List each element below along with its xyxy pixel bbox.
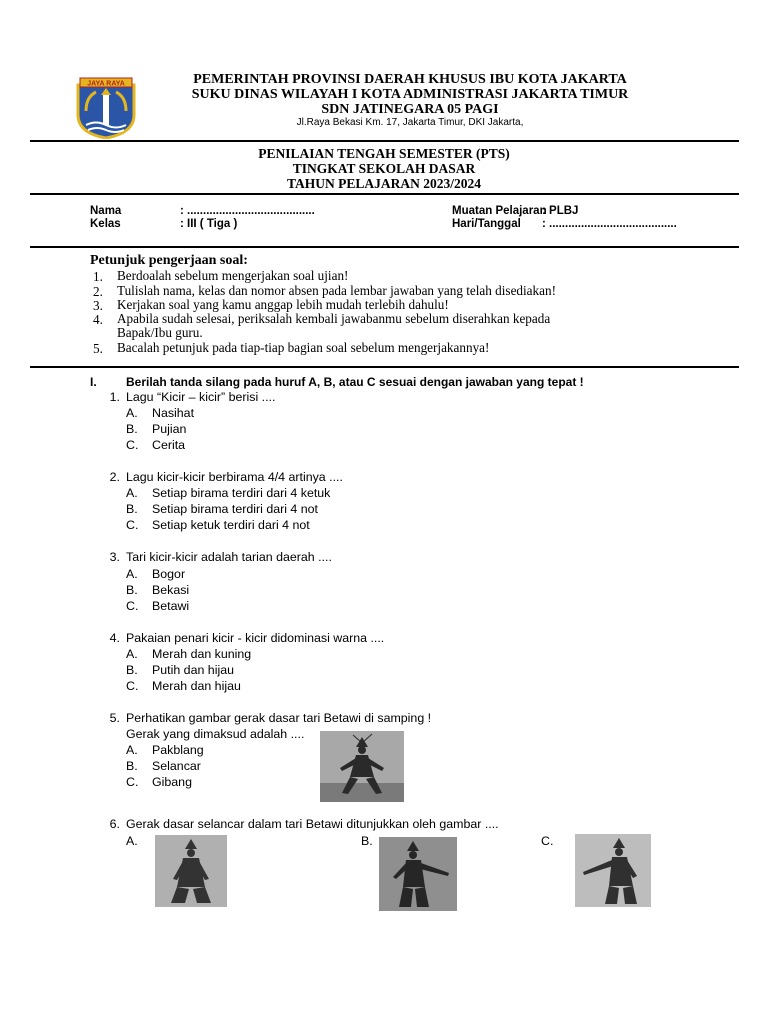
header-divider	[30, 140, 739, 142]
dancer-photo-option-b[interactable]	[379, 837, 457, 911]
question-number: 6.	[109, 817, 120, 831]
hari-tanggal-label: Hari/Tanggal	[452, 218, 521, 230]
option-letter[interactable]: B.	[361, 834, 373, 848]
option-text: Pakblang	[152, 743, 204, 757]
option-letter[interactable]: A.	[126, 406, 138, 420]
option-letter[interactable]: C.	[541, 834, 554, 848]
header-agency-name: SUKU DINAS WILAYAH I KOTA ADMINISTRASI JAKARTA TIMUR	[191, 87, 629, 102]
option-letter[interactable]: C.	[126, 518, 139, 532]
option-text: Setiap ketuk terdiri dari 4 not	[152, 518, 310, 532]
option-text: Betawi	[152, 599, 190, 613]
instruction-number: 2.	[93, 284, 103, 299]
question-number: 5.	[109, 711, 120, 725]
instruction-text: Apabila sudah selesai, periksalah kembali jawabanmu sebelum diserahkan kepada	[117, 311, 551, 326]
option-letter[interactable]: A.	[126, 567, 138, 581]
dancer-photo-option-c[interactable]	[575, 834, 651, 907]
instruction-number: 3.	[93, 298, 103, 313]
option-letter[interactable]: C.	[126, 438, 139, 452]
question-number: 3.	[109, 550, 120, 564]
question-number: 1.	[109, 390, 120, 404]
option-letter[interactable]: C.	[126, 679, 139, 693]
question-number: 2.	[109, 470, 120, 484]
instruction-text: Tulislah nama, kelas dan nomor absen pada lembar jawaban yang telah disediakan!	[117, 283, 556, 298]
dancer-photo-option-a[interactable]	[155, 835, 227, 907]
header-government-name: PEMERINTAH PROVINSI DAERAH KHUSUS IBU KOTA JAKARTA	[193, 72, 627, 87]
header-address: Jl.Raya Bekasi Km. 17, Jakarta Timur, DKI Jakarta,	[296, 117, 524, 128]
exam-level: TINGKAT SEKOLAH DASAR	[292, 161, 476, 176]
question-text: Tari kicir-kicir adalah tarian daerah ....	[126, 550, 332, 564]
instruction-text: Kerjakan soal yang kamu anggap lebih mudah terlebih dahulu!	[117, 297, 449, 312]
option-text: Setiap birama terdiri dari 4 not	[152, 502, 318, 516]
question-text-continued: Gerak yang dimaksud adalah ....	[126, 727, 305, 741]
option-letter[interactable]: B.	[126, 759, 138, 773]
title-divider	[30, 193, 739, 195]
instruction-number: 4.	[93, 312, 103, 327]
option-text: Pujian	[152, 422, 187, 436]
option-text: Merah dan hijau	[152, 679, 241, 693]
instructions-heading: Petunjuk pengerjaan soal:	[90, 253, 248, 268]
dancer-photo-gibang	[320, 731, 404, 802]
header-school-name: SDN JATINEGARA 05 PAGI	[321, 102, 499, 117]
option-letter[interactable]: B.	[126, 502, 138, 516]
exam-title: PENILAIAN TENGAH SEMESTER (PTS)	[258, 146, 510, 161]
option-letter[interactable]: B.	[126, 583, 138, 597]
fields-divider	[30, 246, 739, 248]
instruction-text: Berdoalah sebelum mengerjakan soal ujian!	[117, 268, 349, 283]
option-text: Merah dan kuning	[152, 647, 252, 661]
nama-label: Nama	[90, 205, 122, 217]
exam-year: TAHUN PELAJARAN 2023/2024	[286, 176, 481, 191]
option-letter[interactable]: A.	[126, 647, 138, 661]
instruction-text-continued: Bapak/Ibu guru.	[117, 325, 203, 340]
svg-text:JAYA RAYA: JAYA RAYA	[87, 80, 125, 88]
option-text: Nasihat	[152, 406, 195, 420]
option-text: Gibang	[152, 775, 192, 789]
jakarta-coat-of-arms-logo	[74, 75, 138, 139]
instructions-divider	[30, 366, 739, 368]
kelas-value: : III ( Tiga )	[180, 218, 238, 230]
question-text: Lagu kicir-kicir berbirama 4/4 artinya ....	[126, 470, 343, 484]
muatan-value: : PLBJ	[542, 205, 579, 217]
question-text: Lagu “Kicir – kicir” berisi ....	[126, 390, 276, 404]
question-text: Perhatikan gambar gerak dasar tari Betawi di samping !	[126, 711, 432, 725]
section-instruction: Berilah tanda silang pada huruf A, B, atau C sesuai dengan jawaban yang tepat !	[126, 375, 584, 389]
option-letter[interactable]: A.	[126, 834, 138, 848]
option-text: Selancar	[152, 759, 201, 773]
question-number: 4.	[109, 631, 120, 645]
option-letter[interactable]: B.	[126, 422, 138, 436]
option-letter[interactable]: B.	[126, 663, 138, 677]
option-text: Bogor	[152, 567, 186, 581]
hari-tanggal-field[interactable]: : ........................................	[542, 218, 677, 230]
question-text: Gerak dasar selancar dalam tari Betawi ditunjukkan oleh gambar ....	[126, 817, 499, 831]
option-letter[interactable]: C.	[126, 775, 139, 789]
option-letter[interactable]: A.	[126, 743, 138, 757]
option-text: Cerita	[152, 438, 186, 452]
option-text: Putih dan hijau	[152, 663, 234, 677]
instruction-number: 5.	[93, 341, 103, 356]
instruction-number: 1.	[93, 269, 103, 284]
kelas-label: Kelas	[90, 218, 121, 230]
question-text: Pakaian penari kicir - kicir didominasi warna ....	[126, 631, 385, 645]
section-number: I.	[90, 375, 97, 389]
option-text: Setiap birama terdiri dari 4 ketuk	[152, 486, 331, 500]
option-text: Bekasi	[152, 583, 190, 597]
option-letter[interactable]: A.	[126, 486, 138, 500]
muatan-label: Muatan Pelajaran	[452, 205, 547, 217]
nama-field[interactable]: : ........................................	[180, 205, 315, 217]
instruction-text: Bacalah petunjuk pada tiap-tiap bagian soal sebelum mengerjakannya!	[117, 340, 490, 355]
option-letter[interactable]: C.	[126, 599, 139, 613]
